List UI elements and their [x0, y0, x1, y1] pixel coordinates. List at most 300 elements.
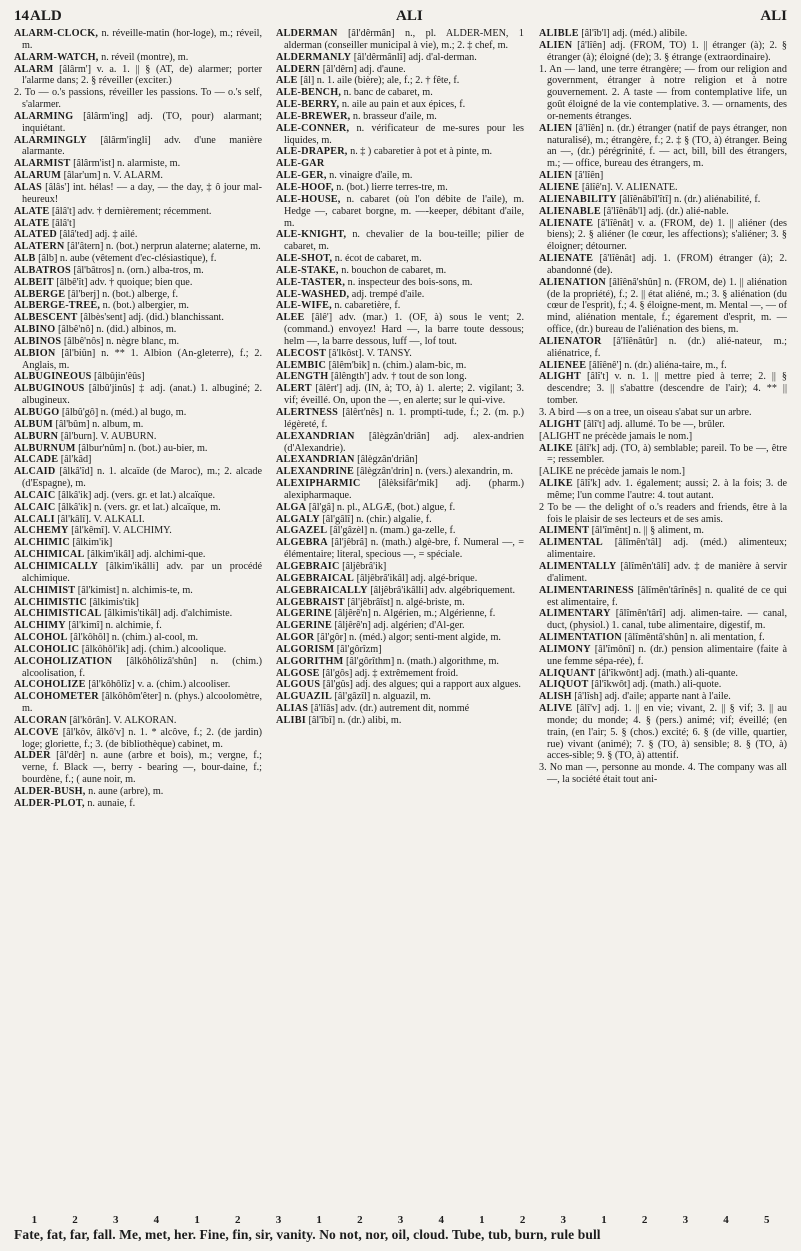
entry-headword: ALIMENTARINESS	[539, 584, 634, 596]
dictionary-entry	[539, 703, 787, 762]
dictionary-entry	[14, 561, 262, 585]
entry-definition: [âlêngth'] adv. † tout de son long.	[328, 371, 467, 383]
entry-headword: ALGEBRAICAL	[276, 572, 355, 584]
entry-headword: ALE-HOOF,	[276, 181, 334, 193]
dictionary-entry	[14, 750, 262, 786]
entry-headword: ALBESCENT	[14, 312, 78, 324]
entry-headword: ALIENATOR	[539, 335, 602, 347]
pronunciation-key	[14, 1214, 787, 1248]
key-number: 2	[357, 1214, 363, 1226]
entry-headword: ALIMENTAL	[539, 537, 603, 549]
entry-definition: [âlârm'ingli] adv. d'une manière alarmante.	[22, 134, 262, 158]
entry-definition: [âl'gôr] n. (méd.) algor; senti-ment algide, m.	[314, 632, 501, 644]
entry-definition: [âlkâ'îd] n. 1. alcaïde (de Maroc), m.; 2. alcade (d'Espagne), m.	[22, 466, 262, 490]
guide-word-left: ALD	[30, 8, 62, 24]
entry-definition: [â'lîênâb'l] adj. (dr.) alié-nable.	[600, 205, 729, 217]
key-number: 1	[31, 1214, 38, 1226]
key-number: 4	[723, 1214, 729, 1226]
entry-headword: ALE-SHOT,	[276, 253, 333, 265]
entry-headword: ALBEIT	[14, 276, 54, 288]
dictionary-entry	[276, 514, 524, 526]
dictionary-entry	[539, 691, 787, 703]
page-header	[14, 8, 787, 24]
dictionary-entry	[539, 170, 787, 182]
entry-definition: [âl'bâtros] n. (orn.) alba-tros, m.	[70, 264, 204, 276]
entry-headword: ALARUM	[14, 170, 62, 182]
dictionary-entry	[539, 644, 787, 668]
entry-definition: [âlâ't] adv. † dernièrement; récemment.	[49, 205, 212, 217]
entry-headword: ALEXIPHARMIC	[276, 478, 361, 490]
entry-definition: [âlîmên'târî] adj. alimen-taire. — canal, duct, (physiol.) 1. canal, tube alimentaire, digestif, m.	[547, 608, 787, 632]
dictionary-entry	[14, 679, 262, 691]
entry-definition: [âlkôhôlizâ'shûn] n. (chim.) alcoolisation, f.	[22, 655, 262, 679]
dictionary-entry	[276, 194, 524, 230]
entry-headword: ALERTNESS	[276, 407, 339, 418]
dictionary-entry	[276, 561, 524, 573]
dictionary-entry	[276, 537, 524, 561]
dictionary-entry	[539, 537, 787, 561]
entry-definition: [âlî't] v. n. 1. || mettre pied à terre; 2. || § descendre; 3. || s'abattre (descendre de l'air); 4. ** || tomber.	[547, 371, 787, 407]
dictionary-entry	[14, 383, 262, 407]
entry-headword: ALCHIMICAL	[14, 549, 85, 561]
entry-headword: ALERT	[276, 383, 312, 395]
entry-headword: ALCAIC	[14, 501, 56, 513]
entry-headword: ALBUGO	[14, 407, 60, 418]
entry-headword: ALE-DRAPER,	[276, 146, 348, 158]
key-number: 2	[72, 1214, 78, 1226]
entry-headword: ALBION	[14, 347, 56, 359]
dictionary-entry	[276, 431, 524, 455]
dictionary-entry	[276, 360, 524, 372]
dictionary-entry	[14, 691, 262, 715]
dictionary-entry	[539, 679, 787, 691]
entry-headword: ALARMIST	[14, 158, 71, 170]
entry-headword: ALE-KNIGHT,	[276, 229, 347, 241]
entry-headword: ALARM	[14, 63, 54, 75]
entry-headword: ALGORITHM	[276, 655, 344, 667]
entry-definition: [âl'biûn] n. ** 1. Albion (An-gleterre), f.; 2. Anglais, m.	[22, 347, 262, 371]
dictionary-entry	[276, 123, 524, 147]
entry-headword: ALIBI	[276, 714, 306, 726]
dictionary-entry	[276, 407, 524, 431]
entry-definition: n. chevalier de la bou-teille; pilier de cabaret, m.	[284, 229, 524, 253]
entry-definition: [âlîênâ'shûn] n. (FROM, de) 1. || aliénation (de la propriété), f.; 2. || état aliéné, m.; 3. § aliénation (du cœur de l'esprit), f.; 4. § éloigne-ment, m. Mental —, — of mind, aliénation mentale, f.; égarement d'esprit, m. — office, (dr.) bureau de l'aliénation des biens, m.	[547, 276, 787, 336]
entry-definition: [âlègzân'driân] adj. alex-andrien (d'Alexandrie).	[284, 430, 524, 454]
entry-definition: [âl'îmênt] n. || § aliment, m.	[589, 525, 704, 537]
entry-definition: [âl'berj] n. (bot.) alberge, f.	[65, 288, 179, 300]
dictionary-entry	[276, 371, 524, 383]
dictionary-entry	[14, 289, 262, 301]
entry-definition: n. réveil (montre), m.	[98, 51, 189, 63]
entry-headword: ALCOHOLIC	[14, 643, 80, 655]
dictionary-entry	[539, 194, 787, 206]
entry-definition: n. aunaie, f.	[84, 797, 136, 809]
dictionary-entry	[276, 585, 524, 597]
entry-definition: [âlêrt'] adj. (IN, à; TO, à) 1. alerte; 2. vigilant; 3. vif; éveillé. On, upon the —, en alerte; sur le qui-vive.	[284, 383, 524, 407]
entry-headword: ALE-WASHED,	[276, 288, 350, 300]
entry-headword: ALBUGINEOUS	[14, 371, 92, 383]
dictionary-entry	[14, 549, 262, 561]
dictionary-entry	[276, 170, 524, 182]
entry-headword: ALCHIMISTICAL	[14, 608, 102, 620]
entry-definition: [âl'jêbrâ] n. (math.) algè-bre, f. Numeral —, = élémentaire; literal, specious —, = spéciale.	[284, 537, 524, 561]
entry-headword: ALGEBRA	[276, 537, 328, 549]
entry-headword: ALCORAN	[14, 714, 67, 726]
dictionary-entry	[14, 525, 262, 537]
entry-headword: ALECOST	[276, 347, 327, 359]
key-number: 3	[682, 1214, 689, 1226]
entry-definition: [âlbû'jinûs] ‡ adj. (anat.) 1. albuginé; 2. albugineux.	[22, 383, 262, 407]
entry-headword: ALIENATE	[539, 253, 594, 265]
entry-definition: [âlkâ'ik] adj. (vers. gr. et lat.) alcaïque.	[55, 489, 216, 501]
dictionary-entry	[276, 502, 524, 514]
dictionary-entry	[539, 182, 787, 194]
dictionary-entry	[14, 158, 262, 170]
dictionary-entry	[276, 158, 524, 170]
dictionary-entry	[14, 229, 262, 241]
entry-definition: 2 To be — the delight of o.'s readers and friends, être à la fois le plaisir de ses lecteurs et de ses amis.	[539, 501, 787, 525]
entry-definition: n. cabaret (où l'on débite de l'aile), m. Hedge —, cabaret borgne, m. —-keeper, débitant d'aile, m.	[284, 193, 524, 229]
entry-headword: ALE-BERRY,	[276, 99, 340, 111]
entry-headword: ALEE	[276, 312, 305, 324]
dictionary-entry	[276, 478, 524, 502]
dictionary-entry	[14, 206, 262, 218]
entry-definition: [âl'kâlî]. V. ALKALI.	[54, 513, 145, 525]
entry-headword: ALGOSE	[276, 667, 320, 679]
dictionary-entry	[14, 170, 262, 182]
entry-definition: [âl'kôrân]. V. ALKORAN.	[66, 714, 177, 726]
entry-definition: n. réveille-matin (hor-loge), m.; réveil, m.	[22, 28, 262, 51]
dictionary-entry	[14, 348, 262, 372]
entry-definition: n. aile au pain et aux épices, f.	[339, 99, 466, 111]
entry-headword: ALIENATION	[539, 276, 606, 288]
entry-definition: n. écot de cabaret, m.	[332, 253, 422, 265]
entry-definition: [â'lîênât] adj. 1. (FROM) étranger (à); 2. abandonné (de).	[547, 253, 787, 276]
entry-definition: [âlkimis'tik]	[86, 596, 139, 608]
entry-definition: [âlbê'nôs] n. nègre blanc, m.	[61, 335, 180, 347]
entry-headword: ALCOHOL	[14, 632, 68, 644]
entry-headword: ALCOVE	[14, 726, 59, 738]
entry-headword: ALBINO	[14, 324, 56, 336]
entry-definition: [â'lîsh] adj. d'aile; apparte nant à l'aile.	[571, 691, 731, 703]
dictionary-entry	[14, 135, 262, 159]
entry-headword: ALGUAZIL	[276, 691, 332, 703]
dictionary-entry	[276, 632, 524, 644]
entry-definition: [âl'îkwôt] adj. (math.) ali-quote.	[588, 679, 722, 691]
dictionary-entry	[276, 454, 524, 466]
dictionary-entry	[539, 466, 787, 478]
dictionary-entry	[276, 348, 524, 360]
dictionary-entry	[14, 798, 262, 810]
entry-definition: 3. No man —, personne au monde. 4. The company was all —, la société était tout ani-	[539, 762, 787, 786]
entry-definition: [âl'gâlî] n. (chir.) algalie, f.	[319, 513, 432, 525]
entry-definition: [âlèksifâr'mik] adj. (pharm.) alexipharmaque.	[284, 478, 524, 501]
dictionary-entry	[14, 537, 262, 549]
key-number: 1	[479, 1214, 485, 1226]
dictionary-entry	[276, 656, 524, 668]
entry-definition: [âl'kêmî]. V. ALCHIMY.	[68, 525, 172, 537]
entry-definition: [âl'kimî] n. alchimie, f.	[65, 620, 162, 632]
dictionary-entry	[14, 182, 262, 206]
entry-definition: [âlbès'sent] adj. (did.) blanchissant.	[77, 312, 224, 324]
dictionary-entry	[539, 419, 787, 431]
entry-definition: n. cabaretière, f.	[331, 300, 401, 312]
dictionary-entry	[276, 229, 524, 253]
entry-headword: ALCADE	[14, 454, 59, 466]
entry-headword: ALEMBIC	[276, 359, 327, 371]
entry-definition: [âlkâ'ik] n. (vers. gr. et lat.) alcaïque, m.	[55, 501, 221, 513]
dictionary-entry	[276, 466, 524, 478]
entry-headword: ALIMENT	[539, 525, 590, 537]
dictionary-entry	[14, 597, 262, 609]
key-number: 2	[641, 1214, 648, 1226]
entry-definition: [âlar'um] n. V. ALARM.	[61, 170, 163, 182]
dictionary-entry	[14, 371, 262, 383]
entry-headword: ALATERN	[14, 241, 65, 253]
entry-definition: n. inspecteur des bois-sons, m.	[345, 276, 473, 288]
entry-definition: [âlkim'ikâlli] adv. par un procédé alchimique.	[22, 560, 262, 584]
entry-headword: ALCAIC	[14, 489, 56, 501]
entry-definition: [âl'burn]. V. AUBURN.	[58, 430, 157, 442]
entry-definition: [âl'âtern] n. (bot.) nerprun alaterne; alaterne, m.	[64, 241, 261, 253]
dictionary-entry	[276, 668, 524, 680]
entry-definition: [âl'gâzîl] n. alguazil, m.	[331, 691, 431, 703]
entry-definition: [âlbûjin'êûs]	[91, 371, 145, 383]
dictionary-entry	[539, 253, 787, 277]
entry-headword: ALGEBRAIC	[276, 560, 340, 572]
entry-definition: [âlîê'n]. V. ALIENATE.	[579, 181, 678, 193]
entry-definition: [âlègzân'drin] n. (vers.) alexandrin, m.	[354, 466, 513, 478]
dictionary-entry	[276, 383, 524, 407]
entry-headword: ALBUGINOUS	[14, 383, 85, 395]
entry-headword: ALIENATE	[539, 217, 594, 229]
entry-headword: ALIBLE	[539, 28, 579, 39]
entry-definition: n. (bot.) lierre terres-tre, m.	[333, 181, 448, 193]
dictionary-entry	[276, 277, 524, 289]
entry-definition: 2. To — o.'s passions, réveiller les passions. To — o.'s self, s'alarmer.	[14, 87, 262, 111]
entry-headword: ALBUM	[14, 418, 53, 430]
entry-definition: [âlâ'ted] adj. ‡ ailé.	[56, 229, 138, 241]
entry-definition: [â'lkôst]. V. TANSY.	[326, 347, 412, 359]
entry-headword: ALCOHOMETER	[14, 691, 99, 703]
entry-headword: ALIMENTARY	[539, 608, 611, 620]
dictionary-entry	[14, 419, 262, 431]
dictionary-entry	[14, 64, 262, 88]
entry-headword: ALARMINGLY	[14, 134, 87, 146]
dictionary-columns	[14, 28, 787, 1213]
entry-headword: ALIMONY	[539, 643, 591, 655]
entry-headword: ALATED	[14, 229, 57, 241]
dictionary-entry	[276, 679, 524, 691]
dictionary-entry	[276, 289, 524, 301]
column-2	[276, 28, 524, 1213]
entry-headword: ALDER	[14, 750, 51, 762]
entry-definition: adj. trempé d'aile.	[349, 288, 425, 300]
key-number: 4	[153, 1214, 160, 1226]
entry-headword: ALIAS	[276, 703, 309, 715]
entry-definition: [âljêbrâ'ikâl] adj. algé-brique.	[354, 572, 478, 584]
entry-definition: [âl'îkwônt] adj. (math.) ali-quante.	[595, 667, 738, 679]
entry-headword: ALIGHT	[539, 418, 581, 430]
entry-headword: ALCHEMY	[14, 525, 69, 537]
entry-definition: [âlkim'ik]	[69, 537, 113, 549]
entry-definition: [âljêrê'n] adj. algérien; d'Al-ger.	[331, 620, 465, 632]
dictionary-entry	[14, 111, 262, 135]
entry-headword: ALENGTH	[276, 371, 329, 383]
guide-word-right: ALI	[760, 8, 787, 24]
key-words: Fate, fat, far, fall. Me, met, her. Fine, fin, sir, vanity. No not, nor, oil, cloud. Tube, tub, burn, rule bull	[14, 1227, 601, 1242]
entry-definition: [â'lîênâtûr] n. (dr.) alié-nateur, m.; aliénatrice, f.	[547, 335, 787, 359]
entry-definition: [âlâ't]	[49, 217, 76, 229]
entry-headword: ALCHIMICALLY	[14, 560, 99, 572]
entry-definition: [âlîênâbîl'îtî] n. (dr.) aliénabilité, f.	[616, 193, 761, 205]
key-number: 2	[235, 1214, 241, 1226]
dictionary-entry	[14, 608, 262, 620]
entry-definition: [âl'gôrîzm]	[334, 643, 382, 655]
dictionary-entry	[276, 52, 524, 64]
entry-headword: ALE	[276, 75, 298, 87]
entry-headword: ALIQUOT	[539, 679, 589, 691]
dictionary-entry	[276, 87, 524, 99]
dictionary-entry	[276, 28, 524, 52]
dictionary-entry	[276, 64, 524, 76]
column-1	[14, 28, 262, 1213]
key-number: 4	[438, 1214, 444, 1226]
dictionary-entry	[14, 431, 262, 443]
entry-headword: ALIEN	[539, 39, 573, 51]
entry-headword: ALIEN	[539, 170, 573, 182]
entry-definition: n. banc de cabaret, m.	[341, 87, 433, 99]
entry-headword: ALGOR	[276, 632, 315, 644]
dictionary-entry	[539, 206, 787, 218]
dictionary-entry	[539, 277, 787, 336]
entry-definition: [âlkôhôl'ik] adj. (chim.) alcoolique.	[79, 643, 227, 655]
entry-headword: ALE-CONNER,	[276, 122, 350, 134]
entry-definition: [âlî'k] adj. (TO, à) semblable; pareil. To be —, être =; ressembler.	[547, 442, 787, 466]
dictionary-entry	[14, 585, 262, 597]
entry-definition: [âljêbrâ'ikâlli] adv. algébriquement.	[367, 584, 516, 596]
entry-headword: ALDERN	[276, 63, 321, 75]
key-number: 3	[275, 1214, 282, 1226]
dictionary-entry	[539, 64, 787, 123]
dictionary-entry	[14, 324, 262, 336]
entry-headword: ALGA	[276, 501, 307, 513]
dictionary-entry	[276, 75, 524, 87]
entry-definition: [âl'kôv, âlkô'v] n. 1. * alcôve, f.; 2. (de jardin) loge; gloriette, f.; 3. (de bibliothèque) cabinet, m.	[22, 726, 262, 750]
entry-definition: [âl'bûm] n. album, m.	[52, 418, 144, 430]
entry-definition: [âlbê'ît] adv. † quoique; bien que.	[53, 276, 193, 288]
entry-definition: [âlî't] adj. allumé. To be —, brûler.	[580, 418, 725, 430]
dictionary-entry	[14, 502, 262, 514]
entry-definition: [âl'dêrmânlî] adj. d'al-derman.	[351, 51, 477, 63]
entry-headword: ALBURN	[14, 430, 59, 442]
entry-headword: ALIVE	[539, 703, 573, 715]
dictionary-entry	[276, 644, 524, 656]
entry-headword: ALBATROS	[14, 264, 71, 276]
dictionary-entry	[14, 656, 262, 680]
entry-definition: [âl'kimist] n. alchimis-te, m.	[75, 584, 193, 596]
dictionary-entry	[276, 715, 524, 727]
entry-headword: ALGORISM	[276, 643, 335, 655]
entry-headword: ALBERGE	[14, 288, 66, 300]
dictionary-entry	[14, 52, 262, 64]
entry-headword: ALIKE	[539, 478, 573, 490]
entry-definition: [âl'îb'l] adj. (méd.) alibile.	[578, 28, 688, 39]
entry-definition: 1. An — land, une terre étrangère; — from our religion and government, étranger à notre religion et à notre gouvernement. 2. A taste — from contemplative life, un goût éloigné de la vie contemplative. 3. — ornaments, des or-nements étranges.	[539, 63, 787, 122]
entry-definition: n. (bot.) albergier, m.	[100, 300, 189, 312]
dictionary-entry	[14, 715, 262, 727]
key-number: 3	[560, 1214, 567, 1226]
entry-headword: ALIMENTALLY	[539, 560, 617, 572]
dictionary-entry	[539, 218, 787, 254]
entry-definition: [â'lîên] n. (dr.) étranger (natif de pays étranger, non naturalisé), m.; étrangère, f.; 2. ‡ § (TO, à) étranger. Being an —, (dr.) pérégrinité, f. — act, bill, bill des étrangers, m.; — office, bureau des étrangers, m.	[547, 122, 787, 170]
entry-definition: [âlbê'nô] n. (did.) albinos, m.	[55, 324, 177, 336]
key-number: 3	[397, 1214, 404, 1226]
dictionary-entry	[539, 561, 787, 585]
dictionary-entry	[276, 182, 524, 194]
column-3	[539, 28, 787, 1213]
dictionary-entry	[276, 573, 524, 585]
dictionary-entry	[14, 336, 262, 348]
entry-definition: [âljêrê'n] n. Algérien, m.; Algérienne, f.	[331, 608, 496, 620]
dictionary-entry	[14, 632, 262, 644]
entry-headword: ALDERMANLY	[276, 51, 352, 63]
entry-headword: ALIENABLE	[539, 205, 601, 217]
entry-headword: ALATE	[14, 205, 50, 217]
key-number: 5	[763, 1214, 770, 1226]
entry-headword: ALGEBRAIST	[276, 596, 345, 608]
dictionary-entry	[539, 336, 787, 360]
entry-definition: [âlêrt'nês] n. 1. prompti-tude, f.; 2. (m. p.) légèreté, f.	[284, 407, 524, 430]
entry-definition: [âl'gôrîthm] n. (math.) algorithme, m.	[343, 655, 499, 667]
dictionary-entry	[276, 620, 524, 632]
entry-definition: [âlb] n. aube (vêtement d'ec-clésiastique), f.	[35, 253, 217, 265]
entry-headword: ALARM-CLOCK,	[14, 28, 99, 39]
entry-definition: [âlbû'gô] n. (méd.) al bugo, m.	[59, 407, 187, 418]
entry-definition: [â'lîâs] adv. (dr.) autrement dit, nommé	[308, 703, 470, 715]
dictionary-entry	[14, 490, 262, 502]
dictionary-entry	[14, 265, 262, 277]
entry-headword: ALIEN	[539, 122, 573, 134]
entry-headword: ALCHIMY	[14, 620, 66, 632]
entry-headword: ALCHIMISTIC	[14, 596, 87, 608]
dictionary-entry	[14, 277, 262, 289]
entry-definition: [âl'kâd]	[58, 454, 92, 466]
entry-definition: [âlê'] adv. (mar.) 1. (OF, à) sous le vent; 2. (command.) envoyez! Hard —, la barre toute dessous; helm —, la barre dessous, luff —, lof tout.	[284, 312, 524, 347]
entry-headword: ALAS	[14, 181, 42, 193]
dictionary-entry	[539, 371, 787, 407]
dictionary-entry	[14, 28, 262, 52]
entry-definition: [âl'kôhôl] n. (chim.) al-cool, m.	[67, 632, 199, 644]
entry-headword: ALISH	[539, 691, 572, 703]
entry-definition: [âlkim'ikâl] adj. alchimi-que.	[84, 549, 206, 561]
entry-headword: ALE-GAR	[276, 158, 325, 170]
entry-headword: ALGERINE	[276, 620, 332, 632]
dictionary-entry	[14, 218, 262, 230]
entry-definition: [âlîmên'târînês] n. qualité de ce qui est alimentaire, f.	[547, 584, 787, 608]
dictionary-entry	[14, 620, 262, 632]
dictionary-entry	[539, 28, 787, 40]
entry-definition: [âlîmêntâ'shûn] n. ali mentation, f.	[621, 632, 765, 644]
entry-headword: ALCOHOLIZATION	[14, 655, 113, 667]
dictionary-entry	[276, 146, 524, 158]
dictionary-entry	[14, 786, 262, 798]
dictionary-entry	[539, 407, 787, 419]
entry-headword: ALDER-PLOT,	[14, 797, 85, 809]
dictionary-entry	[539, 360, 787, 372]
dictionary-entry	[539, 478, 787, 502]
entry-headword: ALIQUANT	[539, 667, 596, 679]
